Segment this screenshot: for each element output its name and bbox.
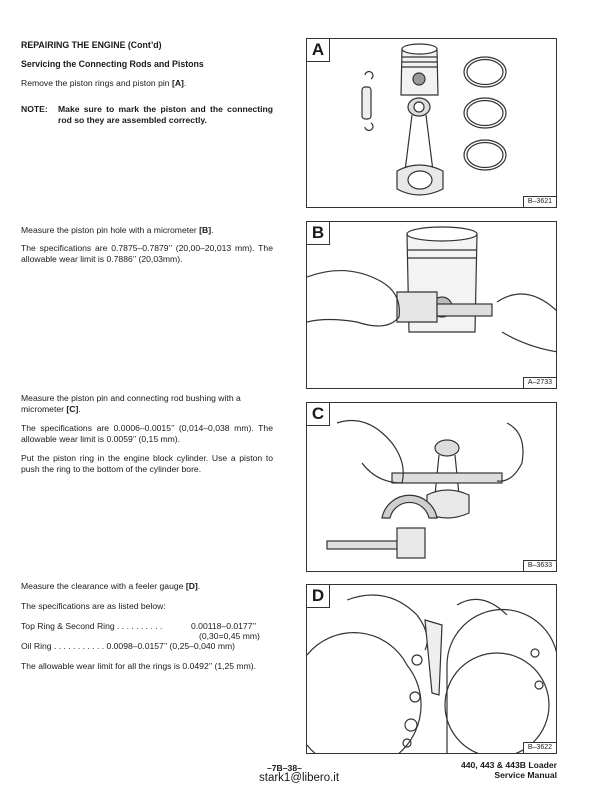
figure-letter: D [306, 584, 330, 608]
micrometer-bushing-illustration [307, 403, 557, 572]
manual-model: 440, 443 & 443B Loader [460, 760, 557, 770]
figure-code: B–3622 [523, 742, 557, 754]
spec-row-top-ring-value: 0.00118–0.0177’’ [191, 621, 257, 631]
figure-letter: A [306, 38, 330, 62]
feeler-gauge-illustration [307, 585, 557, 754]
piston-assembly-illustration [307, 39, 557, 208]
spec-row-top-ring-metric: (0,30=0,45 mm) [199, 631, 260, 641]
figure-d [306, 584, 557, 754]
email-watermark: stark1@libero.it [259, 772, 340, 784]
figure-a [306, 38, 557, 208]
paragraph-measure-bushing: Measure the piston pin and connecting rod bushing with a micrometer [C]. [21, 393, 241, 414]
note-label: NOTE: [21, 104, 48, 114]
paragraph-pin-hole-specs: The specifications are 0.7875–0.7879’’ (20,00–20,013 mm). The allowable wear limit is 0.7886’’ (20,03mm). [21, 243, 273, 264]
paragraph-ring-in-cylinder: Put the piston ring in the engine block cylinder. Use a piston to push the ring to the bottom of the cylinder bore. [21, 453, 273, 474]
figure-ref-a: [A] [171, 78, 184, 88]
page-number: –7B–38– [267, 763, 302, 773]
note-text: Make sure to mark the piston and the connecting rod so they are assembled correctly. [58, 104, 273, 125]
paragraph-bushing-specs: The specifications are 0.0006–0.0015’’ (0,014–0,038 mm). The allowable wear limit is 0.0059’’ (0,15 mm). [21, 423, 273, 444]
figure-c [306, 402, 557, 572]
paragraph-text: Remove the piston rings and piston pin [21, 78, 172, 88]
figure-ref-b: [B] [199, 225, 212, 235]
section-subheading: Servicing the Connecting Rods and Pistons [21, 59, 204, 69]
paragraph-wear-limit: The allowable wear limit for all the rings is 0.0492’’ (1,25 mm). [21, 661, 256, 671]
paragraph-measure-pin-hole: Measure the piston pin hole with a micrometer [B]. [21, 225, 214, 235]
section-heading: REPAIRING THE ENGINE (Cont’d) [21, 40, 162, 50]
figure-code: A–2733 [523, 377, 557, 389]
figure-ref-c: [C] [66, 403, 79, 414]
figure-letter: C [306, 402, 330, 426]
figure-code: B–3633 [523, 560, 557, 572]
micrometer-pin-hole-illustration [307, 222, 557, 389]
spec-row-oil-ring: Oil Ring . . . . . . . . . . . 0.0098–0.0157’’ (0,25–0,040 mm) [21, 641, 235, 651]
paragraph-remove-rings: Remove the piston rings and piston pin [A]. [21, 78, 187, 88]
paragraph-spec-intro: The specifications are as listed below: [21, 601, 166, 611]
figure-code: B–3621 [523, 196, 557, 208]
figure-letter: B [306, 221, 330, 245]
spec-row-top-ring-label: Top Ring & Second Ring . . . . . . . . . . [21, 621, 163, 631]
manual-title [461, 761, 557, 780]
paragraph-feeler-gauge: Measure the clearance with a feeler gauge [D]. [21, 581, 201, 591]
figure-b [306, 221, 557, 389]
manual-type: Service Manual [494, 769, 557, 780]
figure-ref-d: [D] [185, 581, 198, 591]
